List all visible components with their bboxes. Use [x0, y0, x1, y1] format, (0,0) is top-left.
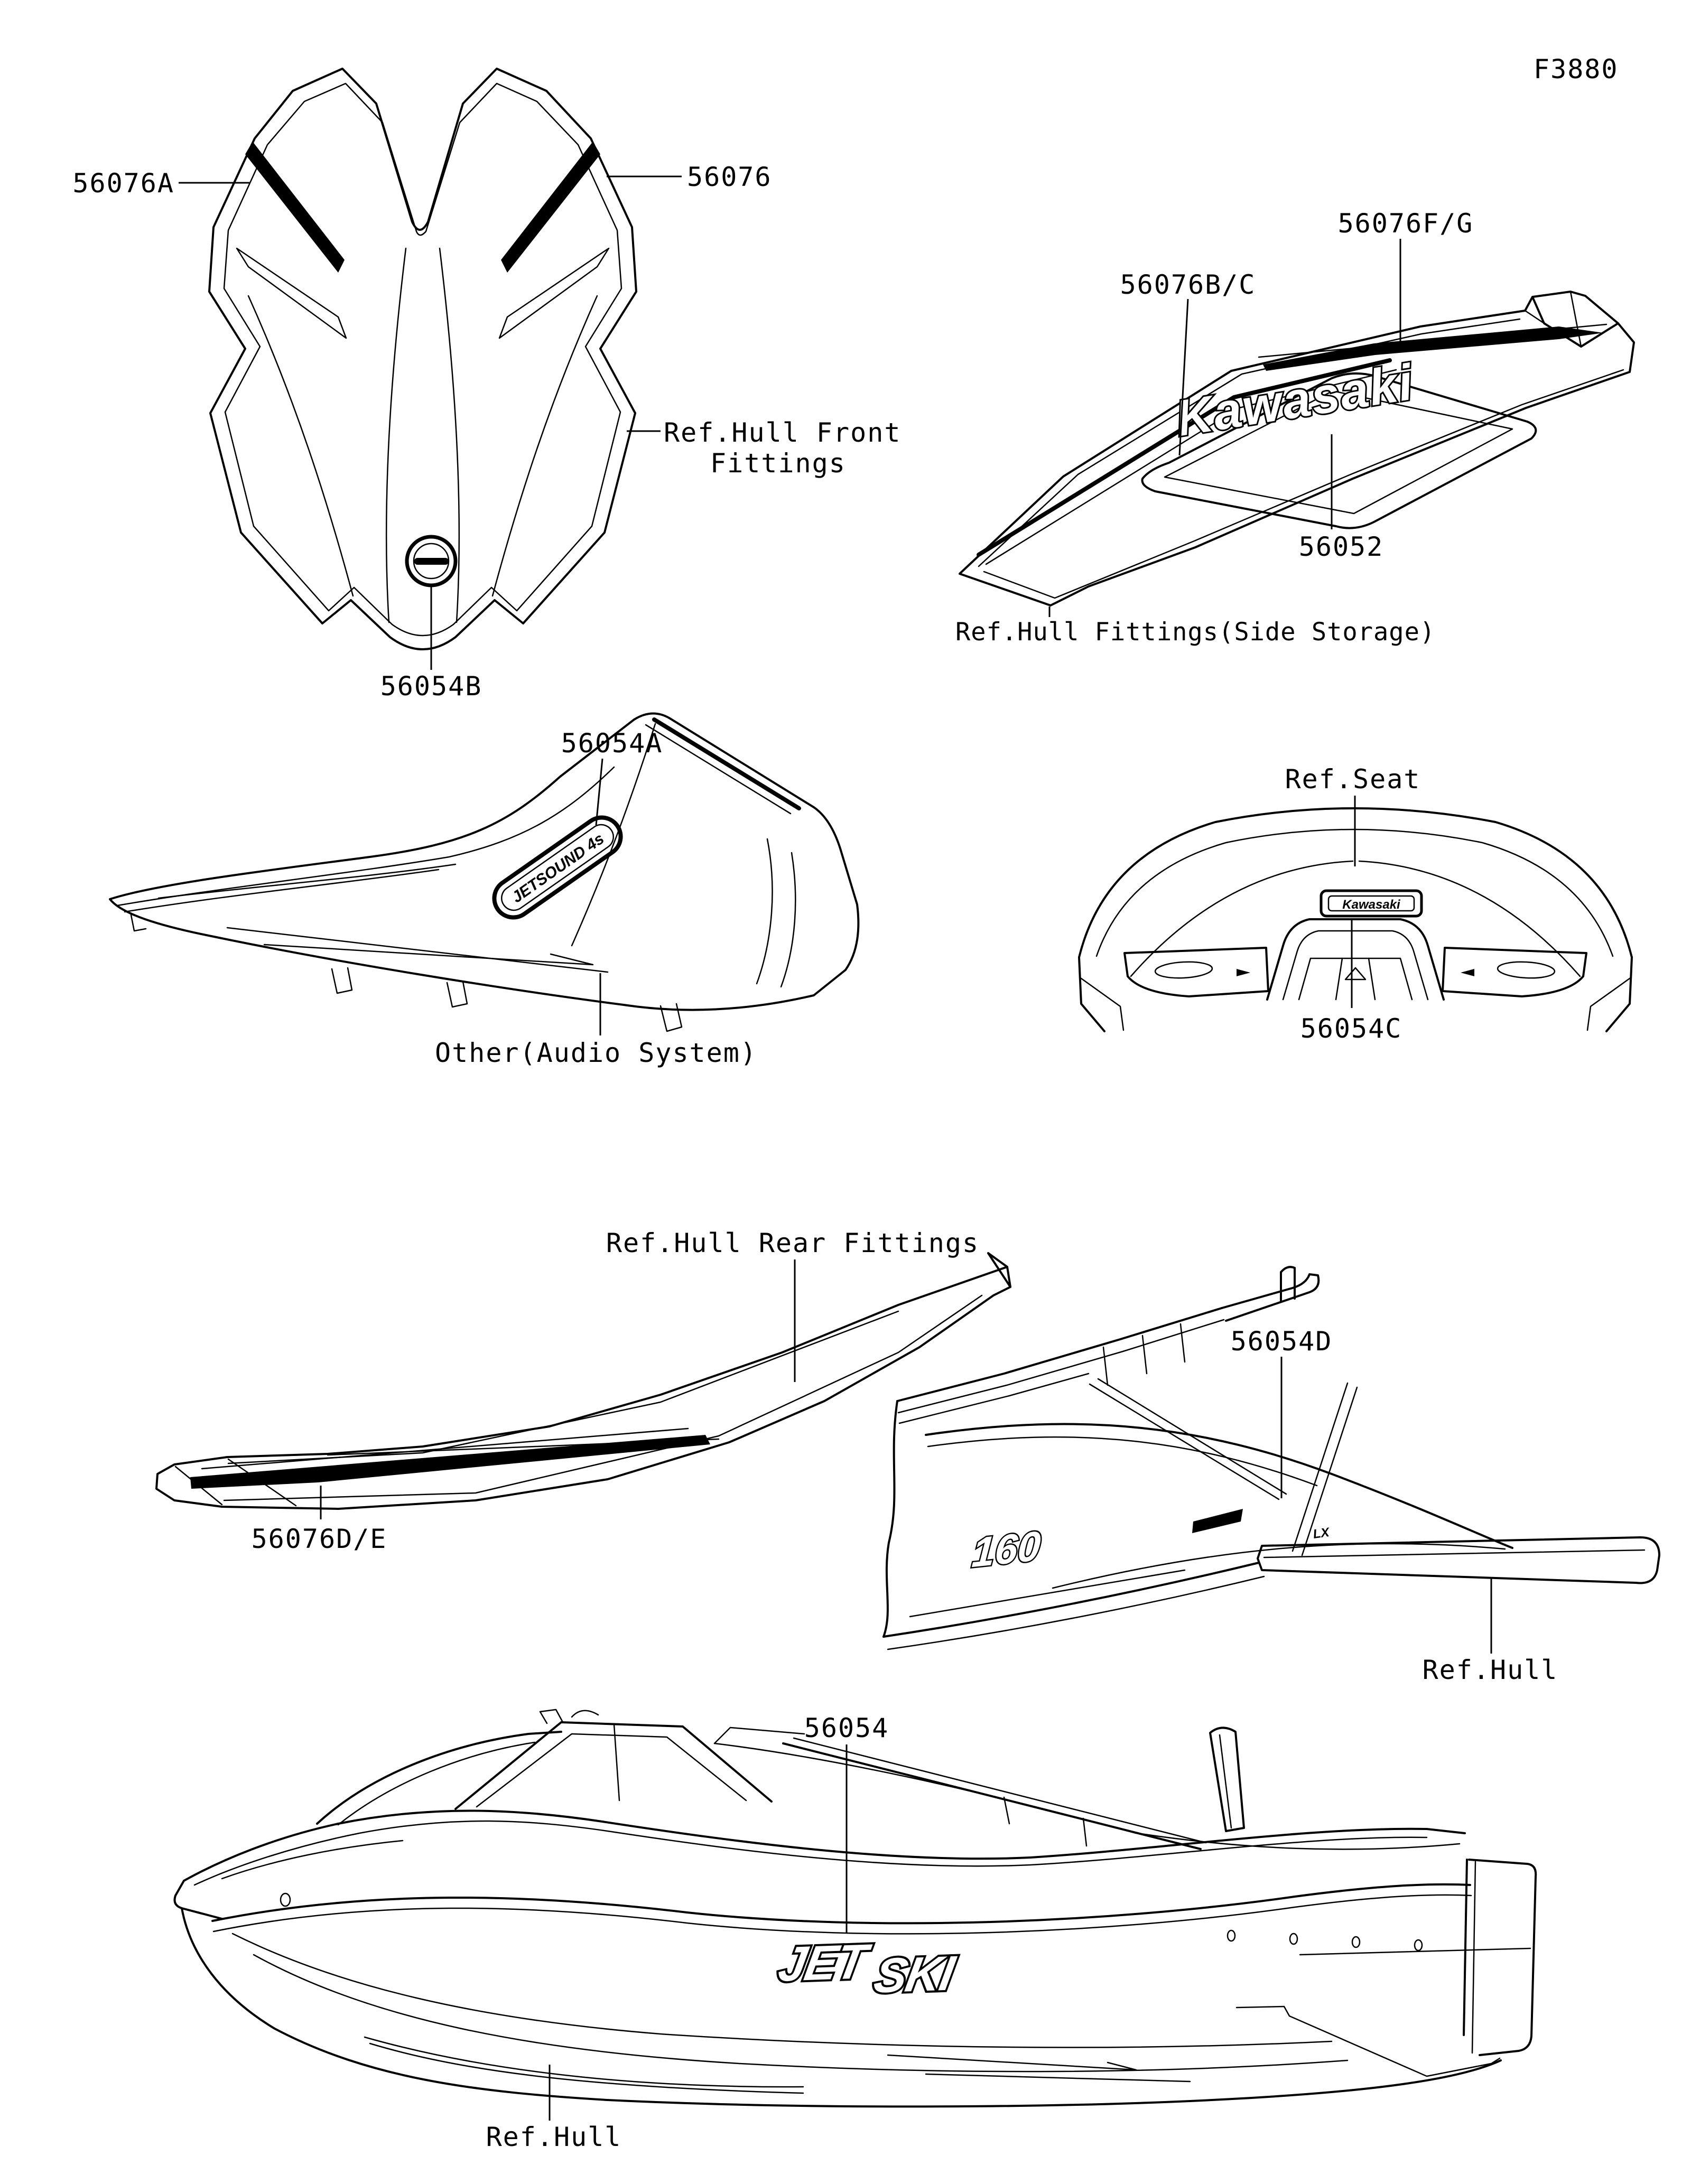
label-other-audio-system: Other(Audio System) [435, 1038, 757, 1068]
decal-56054A-jetsound [487, 810, 628, 925]
rear-fittings-labels [252, 1228, 980, 1554]
side-storage-drawing [960, 292, 1634, 605]
label-56054: 56054 [804, 1713, 889, 1743]
label-56076: 56076 [687, 162, 772, 192]
label-ref-hull-front-line1: Ref.Hull Front [664, 417, 902, 448]
label-56054C: 56054C [1300, 1013, 1402, 1044]
label-ref-seat: Ref.Seat [1285, 764, 1421, 795]
label-56076DE: 56076D/E [251, 1524, 387, 1554]
svg-text:Kawasaki: Kawasaki [1342, 898, 1400, 912]
label-ref-hull-right: Ref.Hull [1422, 1655, 1558, 1685]
label-ref-hull-bottom: Ref.Hull [486, 2122, 622, 2152]
figure-code: F3880 [1534, 54, 1619, 85]
audio-seat-drawing [110, 713, 858, 1031]
kawasaki-logo-decal: Kawasaki [1172, 353, 1418, 447]
svg-text:JET: JET [774, 1934, 870, 1992]
label-56076A: 56076A [72, 168, 174, 199]
label-ref-hull-fittings-side-storage: Ref.Hull Fittings(Side Storage) [955, 618, 1436, 647]
decal-56076FG-stripe [1263, 326, 1603, 371]
label-56054B: 56054B [380, 671, 482, 702]
rear-hull-drawing [884, 1267, 1659, 1649]
label-56076BC: 56076B/C [1120, 269, 1256, 300]
label-ref-hull-front-line2: Fittings [710, 448, 846, 479]
label-ref-hull-rear-fittings: Ref.Hull Rear Fittings [606, 1228, 980, 1258]
label-56052: 56052 [1298, 531, 1384, 562]
audio-seat-labels [435, 728, 757, 1068]
decal-56054-jetski-logo [773, 1931, 962, 2006]
jetski-hull-drawing [175, 1710, 1536, 2106]
label-56054A: 56054A [561, 728, 663, 759]
decal-56054D-ultra160 [970, 1502, 1331, 1576]
decal-56054C-plate [1321, 891, 1421, 916]
rear-fittings-drawing [156, 1253, 1010, 1509]
label-56054D: 56054D [1230, 1326, 1333, 1357]
decal-56076-stripe [501, 142, 600, 273]
rear-hull-labels [1231, 1326, 1558, 1685]
front-cover-drawing [209, 69, 636, 649]
svg-text:JETSOUND 4s: JETSOUND 4s [508, 829, 608, 907]
front-cover-labels [72, 162, 901, 702]
decal-56054B-emblem [407, 537, 456, 585]
svg-text:SKI: SKI [870, 1945, 958, 2003]
decal-56076A-stripe [245, 142, 345, 273]
label-56076FG: 56076F/G [1337, 208, 1474, 239]
svg-text:160: 160 [970, 1522, 1043, 1576]
svg-text:ULTRA: ULTRA [1215, 1502, 1243, 1517]
svg-text:LX: LX [1312, 1525, 1331, 1542]
